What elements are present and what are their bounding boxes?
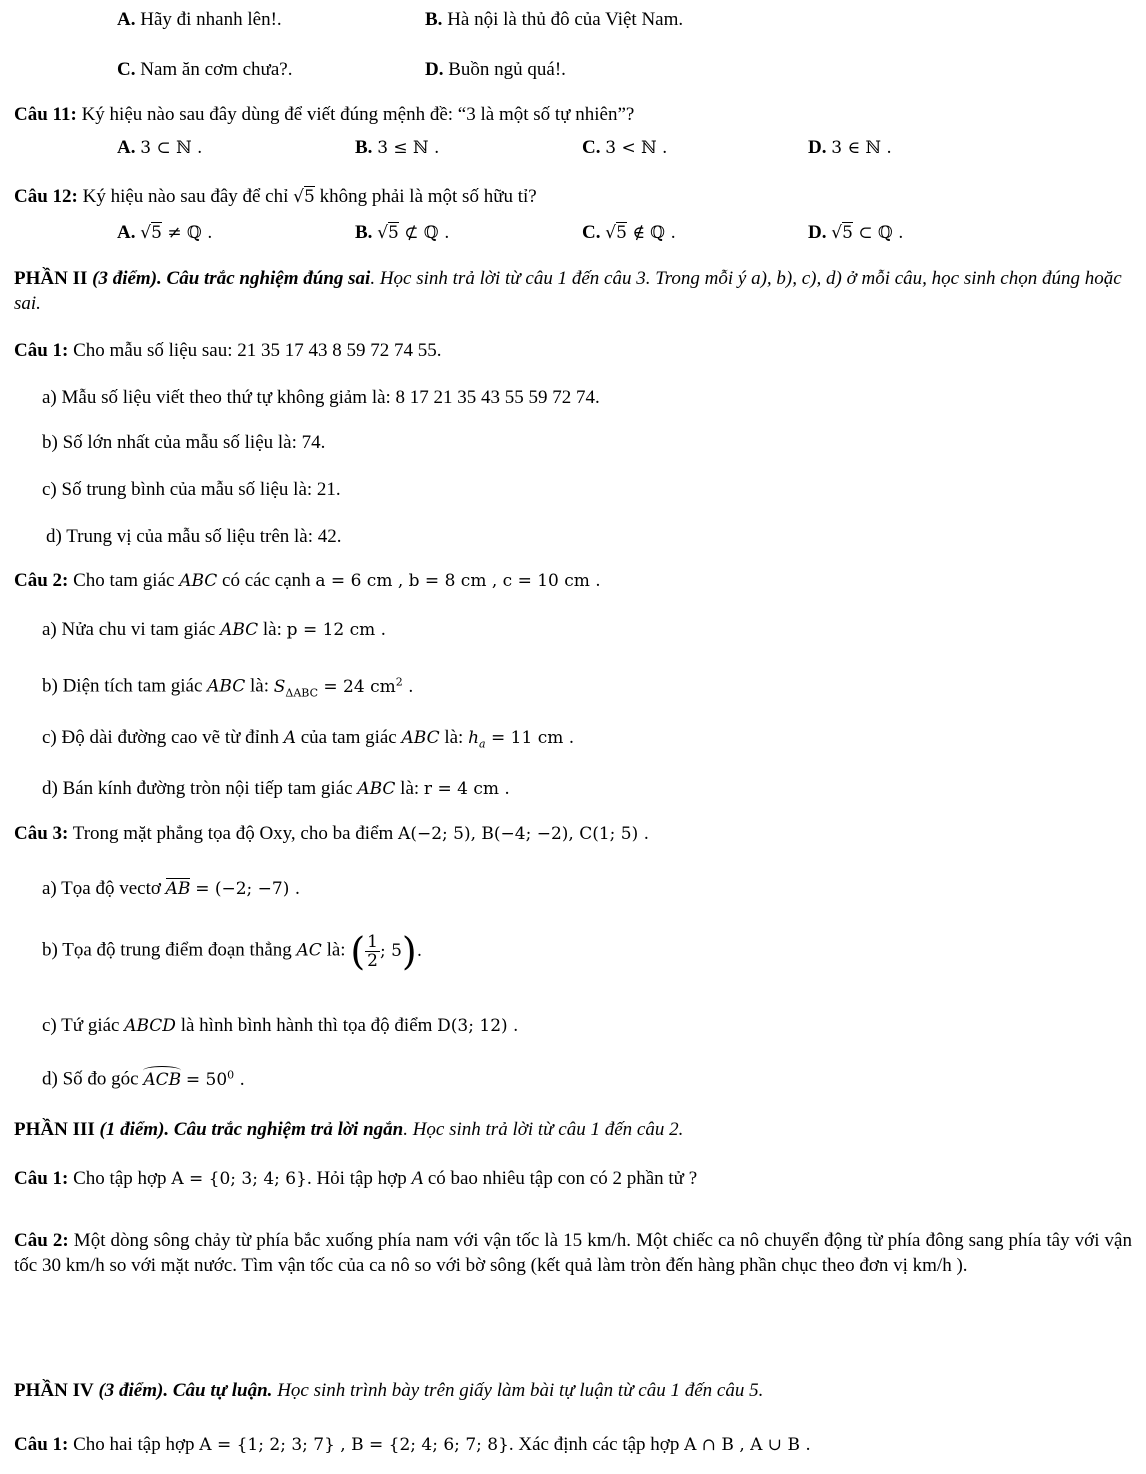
p2-question-2 [14, 570, 601, 592]
statement-text: b) Tọa độ trung điểm đoạn thẳng [42, 939, 292, 961]
radicand: 5 [616, 223, 627, 243]
q10-option-a [117, 9, 282, 31]
question-label: Câu 1: [14, 1434, 69, 1455]
question-text: . Xác định các tập hợp [508, 1434, 680, 1455]
option-letter: C. [582, 137, 601, 158]
section-points: (1 điểm). [99, 1119, 170, 1140]
statement-math [273, 675, 414, 700]
fraction-denominator: 2 [367, 950, 378, 971]
section-subtitle: Câu tự luận. [172, 1380, 273, 1401]
section-points: (3 điểm). [92, 268, 162, 289]
math-subscript: a [479, 737, 486, 751]
statement-text: c) Độ dài đường cao vẽ từ đỉnh [42, 727, 279, 748]
radicand: 5 [151, 223, 162, 243]
q12-option-b: B. √5 ⊄ ℚ . [355, 222, 450, 243]
part-4-header [14, 1380, 763, 1402]
question-label: Câu 12: [14, 186, 78, 207]
p2q2-statement-d [42, 778, 510, 800]
math-value: = 11 cm . [491, 728, 575, 748]
statement-text: a) Nửa chu vi tam giác [42, 619, 216, 640]
question-text: không phải là một số hữu tỉ? [319, 186, 537, 207]
p2q1-statement-b: b) Số lớn nhất của mẫu số liệu là: 74. [42, 432, 326, 453]
question-text: Trong mặt phẳng tọa độ Oxy, cho ba điểm [72, 823, 394, 844]
set-definition: A = {0; 3; 4; 6} [171, 1169, 307, 1189]
question-11 [14, 104, 634, 126]
p2q2-statement-a [42, 619, 386, 641]
triangle-name: ABC [179, 571, 218, 591]
question-text: Cho tam giác [73, 570, 175, 591]
option-letter: B. [355, 222, 373, 243]
section-title: PHẦN III [14, 1119, 95, 1140]
question-12 [14, 186, 537, 208]
math-value: = 50 [185, 1069, 228, 1090]
option-letter: D. [808, 222, 827, 243]
option-math: ⊄ ℚ . [404, 223, 450, 243]
q11-option-a [117, 137, 202, 159]
set-definitions: A = {1; 2; 3; 7} , B = {2; 4; 6; 7; 8} [199, 1435, 509, 1455]
section-subtitle: Câu trắc nghiệm trả lời ngắn [173, 1119, 404, 1140]
option-text: Nam ăn cơm chưa?. [140, 59, 293, 80]
question-text: Một dòng sông chảy từ phía bắc xuống phía nam với vận tốc là 15 km/h. Một chiếc ca nô chuyển động từ phía đông sang phía tây với vận tốc 30 km/h so với mặt nước. Tìm vận tốc của ca nô so với bờ sông (kết quả làm tròn đến hàng phần chục theo đơn vị km/h ). [14, 1230, 1132, 1276]
q11-option-c [582, 137, 667, 159]
q11-option-b [355, 137, 439, 159]
set-name: A [411, 1168, 424, 1189]
statement-text: là: [326, 939, 346, 961]
section-title: PHẦN II [14, 268, 88, 289]
option-math: ≠ ℚ . [167, 223, 213, 243]
sqrt-expression: √5 [293, 187, 315, 207]
p2-question-1 [14, 340, 442, 362]
fraction-numerator: 1 [367, 931, 378, 952]
question-text: Cho hai tập hợp [73, 1434, 195, 1455]
statement-text: c) Tứ giác [42, 1015, 120, 1036]
points-coordinates: A(−2; 5), B(−4; −2), C(1; 5) . [398, 824, 650, 844]
statement-text: d) Bán kính đường tròn nội tiếp tam giác [42, 778, 353, 799]
q10-option-c [117, 59, 292, 81]
p2q3-statement-a [42, 878, 300, 900]
option-text: Hãy đi nhanh lên!. [140, 9, 282, 30]
option-letter: A. [117, 137, 136, 158]
statement-text: b) Diện tích tam giác [42, 675, 203, 697]
option-math: ⊂ ℚ . [858, 223, 904, 243]
option-math: 3 ⊂ ℕ . [140, 138, 203, 158]
option-math: 3 < ℕ . [605, 138, 668, 158]
vertex-name: A [283, 728, 296, 748]
triangle-name: ABC [357, 779, 396, 799]
statement-text: là: [400, 778, 420, 799]
math-symbol: S [273, 676, 286, 697]
question-text: . Hỏi tập hợp [306, 1168, 407, 1189]
math-punct: . [239, 1069, 245, 1090]
option-letter: B. [425, 9, 443, 30]
statement-text: là: [444, 727, 464, 748]
segment-name: AC [296, 940, 322, 961]
q12-option-d: D. √5 ⊂ ℚ . [808, 222, 904, 243]
radicand: 5 [388, 223, 399, 243]
p4-question-1 [14, 1434, 811, 1456]
section-subtitle: Câu trắc nghiệm đúng sai [166, 268, 371, 289]
section-instructions: Học sinh trình bày trên giấy làm bài tự luận từ câu 1 đến câu 5. [277, 1380, 764, 1401]
statement-math: = (−2; −7) . [195, 879, 301, 899]
statement-text: là: [249, 675, 269, 697]
option-math: 3 ≤ ℕ . [377, 138, 440, 158]
p2q1-statement-c: c) Số trung bình của mẫu số liệu là: 21. [42, 479, 341, 500]
option-letter: A. [117, 222, 136, 243]
statement-math: r = 4 cm . [423, 779, 510, 799]
section-title: PHẦN IV [14, 1380, 94, 1401]
option-letter: C. [117, 59, 136, 80]
section-instructions: . Học sinh trả lời từ câu 1 đến câu 3. Trong mỗi ý a), b), c), d) ở mỗi câu, học sinh chọn đúng hoặc sai. [14, 268, 1122, 314]
part-2-header [14, 266, 1132, 316]
section-instructions: . Học sinh trả lời từ câu 1 đến câu 2. [403, 1119, 684, 1140]
statement-math: p = 12 cm . [286, 620, 387, 640]
set-operations: A ∩ B , A ∪ B . [684, 1435, 811, 1455]
statement-math [468, 728, 575, 751]
triangle-name: ABC [220, 620, 259, 640]
angle-name: ACB [143, 1069, 182, 1090]
math-value: ; 5 [379, 940, 402, 961]
statement-text: là hình bình hành thì tọa độ điểm [180, 1015, 433, 1036]
q11-option-d [808, 137, 892, 159]
math-value: = 24 cm [323, 676, 396, 697]
vector-name: AB [165, 879, 191, 899]
option-text: Buồn ngủ quá!. [448, 59, 566, 80]
triangle-name: ABC [207, 676, 246, 697]
section-points: (3 điểm). [98, 1380, 169, 1401]
math-superscript: 2 [395, 675, 403, 688]
radicand: 5 [304, 187, 315, 207]
question-text: Cho tập hợp [73, 1168, 167, 1189]
question-label: Câu 11: [14, 104, 77, 125]
q10-option-b [425, 9, 683, 31]
p2q2-statement-b [42, 675, 414, 699]
question-text: có các cạnh [222, 570, 311, 591]
option-letter: C. [582, 222, 601, 243]
p3-question-2 [14, 1228, 1132, 1278]
question-text: Cho mẫu số liệu sau: 21 35 17 43 8 59 72 74 55. [73, 340, 442, 361]
q12-option-a: A. √5 ≠ ℚ . [117, 222, 213, 243]
math-punct: . [408, 676, 414, 697]
math-superscript: 0 [227, 1068, 235, 1081]
q10-option-d [425, 59, 566, 81]
math-subscript: ΔABC [285, 686, 318, 700]
option-math: 3 ∈ ℕ . [831, 138, 892, 158]
quadrilateral-name: ABCD [124, 1016, 176, 1036]
option-letter: D. [425, 59, 444, 80]
p2q3-statement-c [42, 1015, 518, 1037]
question-text: có bao nhiêu tập con có 2 phần tử ? [427, 1168, 698, 1189]
statement-text: của tam giác [300, 727, 397, 748]
option-math: ∉ ℚ . [632, 223, 676, 243]
midpoint-coordinates: ( $\frac{1}{2}$ ; 5). [350, 929, 423, 973]
p2q3-statement-b [42, 929, 423, 973]
statement-math: D(3; 12) . [437, 1016, 519, 1036]
triangle-name: ABC [401, 728, 440, 748]
p2-question-3 [14, 823, 649, 845]
radicand: 5 [842, 223, 853, 243]
p2q3-statement-d [42, 1068, 245, 1091]
question-label: Câu 2: [14, 570, 69, 591]
statement-text: d) Số đo góc [42, 1068, 139, 1090]
statement-text: a) Tọa độ vectơ [42, 878, 161, 899]
fraction [365, 933, 380, 970]
question-label: Câu 1: [14, 340, 69, 361]
math-symbol: h [468, 728, 480, 748]
question-label: Câu 3: [14, 823, 69, 844]
side-lengths: a = 6 cm , b = 8 cm , c = 10 cm . [315, 571, 601, 591]
part-3-header [14, 1119, 683, 1141]
statement-math [186, 1070, 245, 1090]
p2q1-statement-d: d) Trung vị của mẫu số liệu trên là: 42. [46, 526, 342, 547]
question-text: Ký hiệu nào sau đây dùng để viết đúng mệnh đề: “3 là một số tự nhiên”? [81, 104, 635, 125]
question-label: Câu 1: [14, 1168, 69, 1189]
option-letter: A. [117, 9, 136, 30]
question-text: Ký hiệu nào sau đây để chỉ [82, 186, 289, 207]
p2q2-statement-c [42, 727, 574, 750]
option-letter: B. [355, 137, 373, 158]
option-text: Hà nội là thủ đô của Việt Nam. [447, 9, 684, 30]
statement-text: là: [262, 619, 282, 640]
option-letter: D. [808, 137, 827, 158]
p2q1-statement-a: a) Mẫu số liệu viết theo thứ tự không giảm là: 8 17 21 35 43 55 59 72 74. [42, 387, 600, 408]
question-label: Câu 2: [14, 1230, 69, 1251]
p3-question-1 [14, 1168, 697, 1190]
q12-option-c: C. √5 ∉ ℚ . [582, 222, 676, 243]
